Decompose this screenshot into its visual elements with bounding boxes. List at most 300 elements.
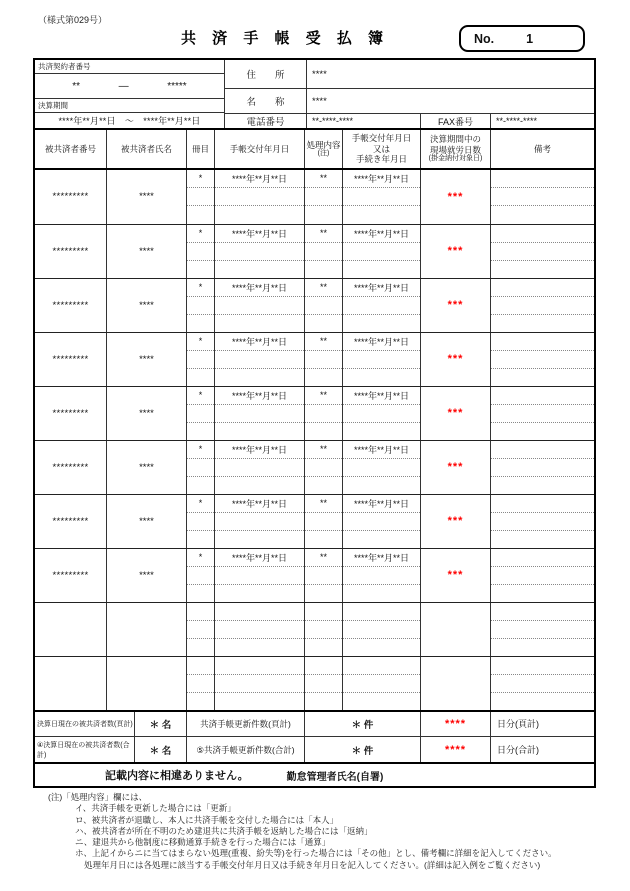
info-right: [225, 60, 594, 128]
process-date-blank: [343, 531, 420, 548]
summary-days-suffix: 日分(合計): [497, 745, 539, 756]
remarks-blank: [491, 693, 594, 710]
issue-date-blank: [215, 243, 304, 261]
remarks-cell: [491, 279, 594, 332]
process-date-blank: [343, 369, 420, 386]
insured-number-cell: *********: [35, 279, 107, 332]
process-date-value: ****年**月**日: [343, 495, 420, 513]
remarks-value: [491, 225, 594, 243]
remarks-cell: [491, 225, 594, 278]
header-insured-number: 被共済者番号: [35, 130, 107, 167]
process-date-value: ****年**月**日: [343, 279, 420, 297]
header-volume: 冊目: [187, 130, 215, 167]
process-date-blank: [343, 297, 420, 315]
process-date-value: ****年**月**日: [343, 549, 420, 567]
working-days-cell: ***: [421, 279, 491, 332]
issue-date-cell: [215, 225, 305, 278]
summary-insured-count-label: ④決算日現在の被共済者数(合計): [35, 737, 135, 762]
volume-blank: [187, 675, 214, 693]
remarks-value: [491, 387, 594, 405]
volume-value: *: [187, 225, 214, 243]
footnote-item: ロ、被共済者が退職し、本人に共済手帳を交付した場合には「本人」: [75, 814, 339, 825]
process-cell: [305, 333, 343, 386]
contractor-number-dash: —: [118, 80, 129, 92]
working-days-cell: ***: [421, 170, 491, 224]
remarks-blank: [491, 477, 594, 494]
process-date-blank: [343, 261, 420, 278]
volume-cell: [187, 225, 215, 278]
volume-value: [187, 603, 214, 621]
volume-blank: [187, 261, 214, 278]
remarks-blank: [491, 297, 594, 315]
issue-date-value: ****年**月**日: [215, 279, 304, 297]
remarks-cell: [491, 387, 594, 440]
summary-insured-count-label: 決算日現在の被共済者数(頁計): [35, 712, 135, 736]
insured-number-cell: [35, 657, 107, 710]
remarks-value: [491, 549, 594, 567]
header-iop-line1: 手帳交付年月日: [351, 133, 412, 144]
process-blank: [305, 369, 342, 386]
footnote-item: ホ、上記イからニに当てはまらない処理(重複、紛失等)を行った場合には「その他」とし、備考欄に詳細を記入してください。: [75, 848, 557, 859]
volume-blank: [187, 369, 214, 386]
process-value: **: [305, 279, 342, 297]
remarks-blank: [491, 188, 594, 206]
issue-date-blank: [215, 423, 304, 440]
contractor-number-part1: **: [72, 80, 81, 92]
volume-cell: [187, 603, 215, 656]
process-date-cell: [343, 170, 421, 224]
process-blank: [305, 206, 342, 223]
remarks-cell: [491, 441, 594, 494]
address-value: ****: [312, 68, 327, 80]
remarks-blank: [491, 531, 594, 548]
issue-date-value: ****年**月**日: [215, 495, 304, 513]
volume-blank: [187, 243, 214, 261]
process-date-blank: [343, 567, 420, 585]
remarks-blank: [491, 369, 594, 386]
process-value: [305, 603, 342, 621]
process-date-value: ****年**月**日: [343, 441, 420, 459]
process-blank: [305, 639, 342, 656]
header-remarks: 備考: [533, 143, 551, 154]
remarks-value: [491, 279, 594, 297]
process-date-blank: [343, 423, 420, 440]
remarks-blank: [491, 459, 594, 477]
signature-statement: 記載内容に相違ありません。: [105, 770, 249, 783]
process-value: **: [305, 549, 342, 567]
table-row: [35, 332, 594, 386]
phone-fax-row: [225, 114, 594, 128]
issue-date-blank: [215, 188, 304, 206]
volume-cell: [187, 441, 215, 494]
remarks-blank: [491, 621, 594, 639]
summary-days-suffix: 日分(頁計): [497, 719, 539, 730]
process-cell: [305, 441, 343, 494]
process-date-blank: [343, 639, 420, 656]
footnotes: [48, 792, 608, 871]
process-date-blank: [343, 243, 420, 261]
process-date-value: ****年**月**日: [343, 170, 420, 188]
name-row: [225, 89, 594, 114]
process-date-cell: [343, 603, 421, 656]
remarks-value: [491, 603, 594, 621]
company-name-value: ****: [312, 95, 327, 107]
manager-signature-label: 勤怠管理者氏名(自署): [286, 771, 384, 783]
summary-renewal-count-label: ⑤共済手帳更新件数(合計): [187, 737, 305, 762]
process-date-cell: [343, 387, 421, 440]
insured-name-cell: [107, 603, 187, 656]
footnote-item: イ、共済手帳を更新した場合には「更新」: [75, 803, 236, 814]
volume-value: [187, 657, 214, 675]
working-days-cell: [421, 603, 491, 656]
process-blank: [305, 693, 342, 710]
remarks-cell: [491, 603, 594, 656]
volume-value: *: [187, 170, 214, 188]
issue-date-value: [215, 603, 304, 621]
footnote-item: ハ、被共済者が所在不明のため建退共に共済手帳を返納した場合には「返納」: [75, 825, 373, 836]
issue-date-blank: [215, 369, 304, 386]
volume-cell: [187, 333, 215, 386]
process-date-blank: [343, 351, 420, 369]
insured-name-cell: ****: [107, 333, 187, 386]
issue-date-cell: [215, 170, 305, 224]
form-code-label: （様式第029号）: [38, 15, 108, 25]
insured-name-cell: ****: [107, 441, 187, 494]
table-body: [35, 170, 594, 710]
volume-blank: [187, 531, 214, 548]
table-row: [35, 494, 594, 548]
remarks-value: [491, 495, 594, 513]
volume-blank: [187, 423, 214, 440]
process-date-blank: [343, 188, 420, 206]
process-blank: [305, 513, 342, 531]
process-value: **: [305, 387, 342, 405]
process-blank: [305, 459, 342, 477]
remarks-cell: [491, 549, 594, 602]
volume-blank: [187, 188, 214, 206]
process-cell: [305, 603, 343, 656]
table-row: [35, 224, 594, 278]
process-blank: [305, 188, 342, 206]
process-date-cell: [343, 549, 421, 602]
insured-number-cell: *********: [35, 225, 107, 278]
process-date-blank: [343, 513, 420, 531]
insured-number-cell: *********: [35, 441, 107, 494]
process-date-blank: [343, 693, 420, 710]
fax-value: **-****-****: [496, 116, 538, 127]
issue-date-value: ****年**月**日: [215, 170, 304, 188]
process-date-blank: [343, 675, 420, 693]
issue-date-cell: [215, 657, 305, 710]
volume-blank: [187, 459, 214, 477]
settlement-period-label: 決算期間: [35, 99, 224, 113]
table-row: [35, 386, 594, 440]
insured-number-cell: [35, 603, 107, 656]
contractor-number-value: [35, 74, 224, 99]
insured-name-cell: ****: [107, 225, 187, 278]
volume-blank: [187, 477, 214, 494]
process-value: **: [305, 225, 342, 243]
insured-name-cell: ****: [107, 279, 187, 332]
table-row: [35, 170, 594, 224]
volume-value: *: [187, 279, 214, 297]
process-cell: [305, 225, 343, 278]
issue-date-blank: [215, 315, 304, 332]
process-date-value: ****年**月**日: [343, 333, 420, 351]
remarks-blank: [491, 405, 594, 423]
summary-row-page: [35, 710, 594, 736]
working-days-cell: ***: [421, 387, 491, 440]
company-name-label: 名 称: [225, 89, 307, 113]
volume-cell: [187, 495, 215, 548]
process-cell: [305, 279, 343, 332]
summary-days-value: ****: [421, 737, 491, 762]
remarks-cell: [491, 333, 594, 386]
header-process: [305, 130, 343, 167]
footnote-item: ニ、建退共から他制度に移動通算手続きを行った場合には「通算」: [75, 837, 331, 848]
remarks-cell: [491, 495, 594, 548]
header-issue-or-procedure: [343, 130, 421, 167]
process-date-blank: [343, 477, 420, 494]
volume-blank: [187, 513, 214, 531]
volume-blank: [187, 206, 214, 223]
process-blank: [305, 621, 342, 639]
process-value: **: [305, 333, 342, 351]
contractor-number-part2: *****: [167, 80, 187, 92]
insured-name-cell: ****: [107, 170, 187, 224]
remarks-value: [491, 333, 594, 351]
info-left: [35, 60, 225, 128]
process-value: **: [305, 495, 342, 513]
insured-number-cell: *********: [35, 549, 107, 602]
page-title: 共 済 手 帳 受 払 簿: [180, 30, 389, 47]
process-date-blank: [343, 315, 420, 332]
process-blank: [305, 423, 342, 440]
issue-date-cell: [215, 333, 305, 386]
table-row: [35, 656, 594, 710]
process-blank: [305, 531, 342, 548]
issue-date-cell: [215, 603, 305, 656]
remarks-value: [491, 441, 594, 459]
header-iop-line3: 手続き年月日: [355, 154, 407, 165]
settlement-period-value: ****年**月**日 ～ ****年**月**日: [58, 116, 201, 127]
process-date-cell: [343, 441, 421, 494]
volume-value: *: [187, 387, 214, 405]
column-header-row: [35, 130, 594, 169]
footnote-intro: (注)「処理内容」欄には、: [48, 792, 148, 802]
header-wd-line3: (掛金納付対象日): [428, 155, 483, 163]
summary-row-total: [35, 736, 594, 762]
issue-date-blank: [215, 531, 304, 548]
process-date-cell: [343, 333, 421, 386]
process-date-cell: [343, 279, 421, 332]
insured-number-cell: *********: [35, 170, 107, 224]
remarks-blank: [491, 567, 594, 585]
address-label: 住 所: [225, 60, 307, 88]
issue-date-value: [215, 657, 304, 675]
header-working-days: [421, 130, 491, 167]
process-date-value: [343, 603, 420, 621]
process-date-cell: [343, 657, 421, 710]
insured-number-cell: *********: [35, 495, 107, 548]
remarks-blank: [491, 261, 594, 278]
remarks-blank: [491, 639, 594, 656]
process-blank: [305, 351, 342, 369]
volume-blank: [187, 297, 214, 315]
summary-insured-count-value: ＊ 名: [135, 712, 187, 736]
summary-renewal-count-value: ＊ 件: [305, 712, 421, 736]
volume-value: *: [187, 441, 214, 459]
issue-date-cell: [215, 441, 305, 494]
contractor-number-label: 共済契約者番号: [35, 60, 224, 74]
working-days-cell: ***: [421, 441, 491, 494]
process-blank: [305, 567, 342, 585]
process-date-cell: [343, 225, 421, 278]
page-number-box: [459, 25, 585, 52]
header-wd-line1: 決算期間中の: [429, 134, 481, 145]
process-blank: [305, 405, 342, 423]
working-days-cell: ***: [421, 495, 491, 548]
signature-row: [35, 762, 594, 786]
process-date-blank: [343, 621, 420, 639]
issue-date-blank: [215, 206, 304, 223]
fax-label: FAX番号: [421, 114, 491, 128]
process-date-blank: [343, 585, 420, 602]
register-table: [33, 58, 596, 788]
process-cell: [305, 549, 343, 602]
table-row: [35, 440, 594, 494]
header-issue-date: 手帳交付年月日: [215, 130, 305, 167]
process-cell: [305, 387, 343, 440]
issue-date-cell: [215, 279, 305, 332]
remarks-cell: [491, 170, 594, 224]
page-number-label: No.: [474, 31, 495, 46]
remarks-value: [491, 170, 594, 188]
footnote-item: 処理年月日には各処理に該当する手帳交付年月日又は手続き年月日を記入してください。(詳細は記入例をご覧ください): [84, 859, 541, 870]
process-blank: [305, 315, 342, 332]
issue-date-cell: [215, 387, 305, 440]
volume-cell: [187, 279, 215, 332]
process-value: [305, 657, 342, 675]
issue-date-blank: [215, 675, 304, 693]
process-value: **: [305, 170, 342, 188]
page-number-value: 1: [526, 31, 534, 46]
issue-date-value: ****年**月**日: [215, 549, 304, 567]
table-row: [35, 278, 594, 332]
header-iop-line2: 又は: [372, 143, 390, 154]
header-process-note: (注): [317, 150, 330, 158]
issue-date-value: ****年**月**日: [215, 387, 304, 405]
volume-value: *: [187, 549, 214, 567]
issue-date-blank: [215, 351, 304, 369]
summary-renewal-count-label: 共済手帳更新件数(頁計): [187, 712, 305, 736]
insured-name-cell: ****: [107, 495, 187, 548]
volume-cell: [187, 170, 215, 224]
insured-number-cell: *********: [35, 333, 107, 386]
issue-date-blank: [215, 567, 304, 585]
summary-days-value: ****: [421, 712, 491, 736]
issue-date-blank: [215, 405, 304, 423]
volume-blank: [187, 639, 214, 656]
remarks-blank: [491, 351, 594, 369]
issue-date-value: ****年**月**日: [215, 333, 304, 351]
process-cell: [305, 495, 343, 548]
volume-blank: [187, 351, 214, 369]
process-blank: [305, 675, 342, 693]
process-blank: [305, 477, 342, 494]
process-date-blank: [343, 405, 420, 423]
process-date-value: [343, 657, 420, 675]
issue-date-blank: [215, 513, 304, 531]
process-blank: [305, 261, 342, 278]
remarks-blank: [491, 243, 594, 261]
process-date-blank: [343, 459, 420, 477]
insured-number-cell: *********: [35, 387, 107, 440]
remarks-blank: [491, 513, 594, 531]
insured-name-cell: ****: [107, 387, 187, 440]
remarks-value: [491, 657, 594, 675]
insured-name-cell: ****: [107, 549, 187, 602]
remarks-blank: [491, 206, 594, 223]
issue-date-cell: [215, 495, 305, 548]
issue-date-blank: [215, 693, 304, 710]
process-blank: [305, 297, 342, 315]
address-row: [225, 60, 594, 89]
phone-label: 電話番号: [225, 114, 307, 128]
remarks-cell: [491, 657, 594, 710]
process-date-value: ****年**月**日: [343, 387, 420, 405]
info-section: [35, 60, 594, 130]
process-blank: [305, 243, 342, 261]
header-insured-name: 被共済者氏名: [107, 130, 187, 167]
phone-value: **-****-****: [307, 114, 421, 128]
working-days-cell: ***: [421, 549, 491, 602]
process-cell: [305, 170, 343, 224]
process-cell: [305, 657, 343, 710]
summary-insured-count-value: ＊ 名: [135, 737, 187, 762]
issue-date-value: ****年**月**日: [215, 225, 304, 243]
insured-name-cell: [107, 657, 187, 710]
volume-blank: [187, 315, 214, 332]
issue-date-blank: [215, 261, 304, 278]
process-date-cell: [343, 495, 421, 548]
remarks-blank: [491, 315, 594, 332]
volume-blank: [187, 405, 214, 423]
table-row: [35, 548, 594, 602]
issue-date-blank: [215, 621, 304, 639]
working-days-cell: ***: [421, 225, 491, 278]
process-date-value: ****年**月**日: [343, 225, 420, 243]
issue-date-blank: [215, 297, 304, 315]
volume-blank: [187, 621, 214, 639]
process-date-blank: [343, 206, 420, 223]
volume-cell: [187, 657, 215, 710]
remarks-blank: [491, 423, 594, 440]
issue-date-blank: [215, 477, 304, 494]
header-wd-line2: 現場就労日数: [429, 144, 481, 155]
issue-date-blank: [215, 639, 304, 656]
issue-date-cell: [215, 549, 305, 602]
remarks-blank: [491, 675, 594, 693]
volume-blank: [187, 693, 214, 710]
table-row: [35, 602, 594, 656]
summary-renewal-count-value: ＊ 件: [305, 737, 421, 762]
volume-value: *: [187, 495, 214, 513]
process-value: **: [305, 441, 342, 459]
issue-date-blank: [215, 459, 304, 477]
working-days-cell: ***: [421, 333, 491, 386]
volume-value: *: [187, 333, 214, 351]
